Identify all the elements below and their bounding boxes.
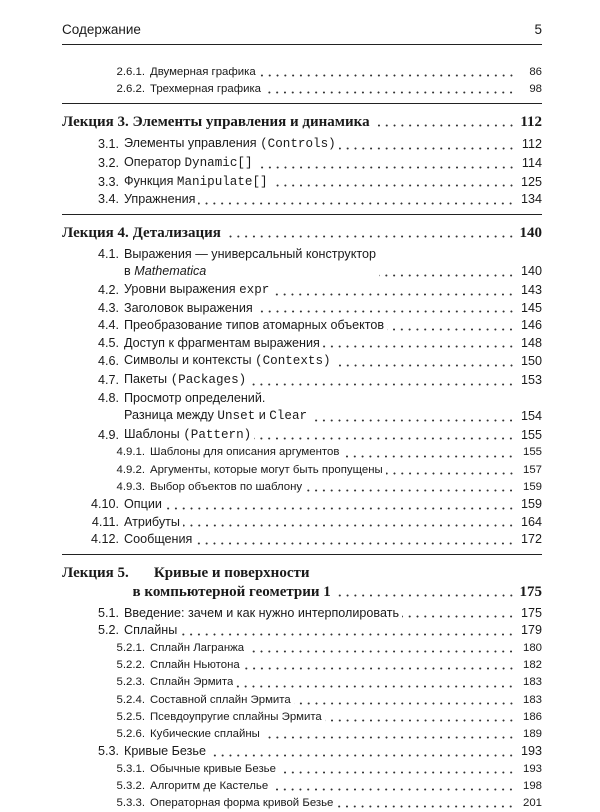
dot-leader [279,771,515,774]
entry-title: Шаблоны для описания аргументов [150,446,340,459]
entry-number: 5.2.6. [116,727,145,740]
dot-leader [243,667,515,670]
dot-leader [256,310,515,313]
dot-leader [323,345,515,348]
dot-leader [165,507,515,510]
dot-leader [373,124,515,127]
entry-page: 140 [520,264,542,279]
entry-title: Сплайны [124,623,178,638]
dot-leader [224,235,515,238]
entry-number: 4.10. [90,496,119,511]
entry-title: Аргументы, которые могут быть пропущены [150,463,383,476]
entry-page: 157 [522,463,542,476]
entry-title: Просмотр определений. Разница между Unset и Clear [124,390,308,424]
lecture-title: Детализация [132,224,221,241]
lecture-4-heading[interactable] [62,224,542,243]
toc-entry[interactable] [62,390,542,426]
toc-subentry[interactable] [62,692,542,709]
entry-page: 143 [520,282,542,297]
toc-subentry[interactable] [62,778,542,795]
lecture-page: 175 [519,583,542,600]
entry-page: 112 [521,137,542,152]
entry-title: Функция Manipulate[] [124,173,268,189]
entry-page: 182 [522,659,542,672]
lecture-label: Лекция 3. [62,114,129,131]
entry-title: Пакеты (Packages) [124,371,247,387]
entry-page: 146 [520,318,542,333]
entry-title: Доступ к фрагментам выражения [124,335,320,350]
dot-leader [249,383,515,386]
dot-leader [209,754,515,757]
toc-entry[interactable] [62,622,542,640]
entry-page: 198 [522,779,542,792]
dot-leader [379,274,515,277]
entry-page: 175 [520,605,542,620]
entry-number: 5.2.4. [116,693,145,706]
entry-number: 4.9. [97,427,119,442]
entry-page: 183 [522,693,542,706]
entry-page: 159 [520,496,542,511]
toc-entry[interactable] [62,317,542,335]
section-rule [62,103,542,105]
entry-page: 114 [521,156,542,170]
entry-number: 5.2. [97,623,119,638]
entry-number: 5.2.3. [116,676,145,689]
entry-page: 86 [529,66,542,78]
entry-page: 179 [520,623,542,638]
entry-title: Алгоритм де Кастелье [150,779,269,792]
toc-subentry[interactable] [62,761,542,778]
toc-entry[interactable] [62,531,542,549]
entry-page: 159 [522,480,542,493]
entry-number: 4.1. [97,246,119,261]
entry-page: 134 [520,192,542,207]
entry-number: 5.3. [97,744,119,759]
dot-leader [259,74,515,77]
toc-subentry[interactable] [62,640,542,657]
entry-page: 145 [520,300,542,315]
dot-leader [310,419,515,422]
entry-number: 4.7. [97,372,119,387]
dot-leader [272,293,515,296]
entry-page: 153 [520,372,542,387]
entry-title: Шаблоны (Pattern) [124,426,252,442]
dot-leader [254,437,515,440]
dot-leader [294,702,515,705]
entry-title: Выражения — универсальный конструктор в Mathematica [124,246,377,279]
entry-number: 4.3. [97,300,119,315]
entry-title: Оператор Dynamic[] [124,155,253,170]
dot-leader [271,184,515,187]
entry-title: Трехмерная графика [150,83,262,96]
toc-entry[interactable] [62,496,542,514]
toc-entry[interactable] [62,514,542,532]
entry-page: 183 [522,676,542,689]
entry-number: 4.11. [91,514,119,529]
toc-entry[interactable] [62,154,542,173]
entry-number: 4.12. [90,532,119,547]
entry-title: Атрибуты [124,514,180,529]
entry-page: 125 [520,174,542,189]
entry-title: Кривые Безье [124,744,206,759]
lecture-5-heading[interactable] [62,564,542,602]
dot-leader [325,719,515,722]
entry-number: 5.2.2. [116,659,145,672]
entry-title: Составной сплайн Эрмита [150,693,291,706]
entry-number: 5.2.5. [116,710,145,723]
toc-subentry[interactable] [62,674,542,691]
table-of-contents [62,64,542,812]
dot-leader [387,328,515,331]
entry-number: 5.3.3. [116,797,145,810]
entry-number: 4.5. [97,335,119,350]
entry-number: 5.1. [97,605,119,620]
entry-page: 201 [522,797,542,810]
toc-entry[interactable] [62,281,542,300]
dot-leader [263,736,515,739]
dot-leader [256,166,515,169]
toc-entry[interactable] [62,173,542,192]
dot-leader [334,364,515,367]
entry-page: 193 [522,762,542,775]
lecture-title: Кривые и поверхности в компьютерной геометрии 1 [132,564,331,600]
entry-title: Уровни выражения expr [124,281,270,297]
toc-entry[interactable] [62,743,542,761]
dot-leader [342,455,515,458]
lecture-3-heading[interactable] [62,113,542,132]
toc-entry[interactable] [62,191,542,209]
dot-leader [195,542,515,545]
toc-entry[interactable] [62,300,542,318]
entry-title: Выбор объектов по шаблону [150,480,303,493]
lecture-label: Лекция 5. [62,564,129,581]
section-rule [62,554,542,556]
toc-subentry[interactable] [62,444,542,461]
entry-title: Сплайн Лагранжа [150,641,245,654]
entry-page: 186 [522,710,542,723]
entry-title: Сплайн Эрмита [150,676,234,689]
toc-subentry[interactable] [62,462,542,479]
entry-title: Сплайн Ньютона [150,659,240,672]
entry-title: Преобразование типов атомарных объектов [124,318,385,333]
entry-number: 4.8. [97,390,119,405]
entry-page: 189 [522,727,542,740]
entry-page: 164 [520,514,542,529]
entry-page: 155 [522,446,542,459]
entry-title: Псевдоупругие сплайны Эрмита [150,710,322,723]
dot-leader [402,615,515,618]
entry-page: 172 [520,532,542,547]
entry-title: Элементы управления (Controls) [124,136,336,152]
toc-subentry[interactable] [62,709,542,726]
entry-title: Двумерная графика [150,66,256,78]
entry-number: 5.3.2. [116,779,145,792]
entry-number: 3.1. [97,137,119,152]
lecture-label: Лекция 4. [62,224,129,241]
entry-title: Опции [124,496,162,511]
entry-number: 4.9.1. [116,446,145,459]
dot-leader [264,91,515,94]
lecture-page: 140 [519,224,542,241]
toc-entry[interactable] [62,605,542,623]
dot-leader [198,202,515,205]
entry-number: 4.4. [97,318,119,333]
section-rule [62,214,542,216]
entry-number: 4.2. [97,282,119,297]
toc-entry[interactable] [62,246,542,281]
entry-page: 154 [520,409,542,424]
toc-subentry[interactable] [62,795,542,812]
toc-entry[interactable] [62,426,542,445]
entry-number: 5.3.1. [116,762,145,775]
entry-page: 150 [520,354,542,369]
entry-page: 98 [529,83,542,96]
entry-title: Символы и контексты (Contexts) [124,353,331,369]
dot-leader [271,788,515,791]
entry-title: Кубические сплайны [150,727,260,740]
dot-leader [183,524,515,527]
dot-leader [180,633,515,636]
toc-subentry[interactable] [62,479,542,496]
dot-leader [247,650,515,653]
lecture-title: Элементы управления и динамика [132,114,370,131]
entry-number: 5.2.1. [116,641,145,654]
entry-title: Операторная форма кривой Безье [150,797,334,810]
toc-subentry[interactable] [62,726,542,743]
entry-number: 3.3. [97,174,119,189]
entry-title: Обычные кривые Безье [150,762,276,775]
toc-subentry[interactable] [62,657,542,674]
entry-title: Сообщения [124,532,193,547]
toc-entry[interactable] [62,352,542,371]
header-page-number: 5 [534,22,542,37]
entry-title: Упражнения [124,192,196,207]
entry-page: 193 [520,744,542,759]
entry-number: 2.6.2. [116,83,145,96]
dot-leader [386,472,515,475]
entry-page: 180 [522,641,542,654]
dot-leader [236,685,515,688]
entry-number: 3.4. [97,192,119,207]
header-rule [62,44,542,45]
entry-number: 4.9.2. [116,463,145,476]
toc-entry[interactable] [62,64,542,81]
entry-page: 148 [520,335,542,350]
entry-title: Заголовок выражения [124,300,253,315]
header-title: Содержание [62,22,141,37]
dot-leader [305,489,515,492]
entry-title: Введение: зачем и как нужно интерполировать [124,605,400,620]
entry-page: 155 [520,427,542,442]
toc-entry[interactable] [62,371,542,390]
toc-entry[interactable] [62,81,542,98]
entry-number: 4.9.3. [116,480,145,493]
toc-entry[interactable] [62,335,542,353]
entry-number: 4.6. [97,354,119,369]
dot-leader [336,805,515,808]
dot-leader [339,147,515,150]
running-header [62,22,542,42]
dot-leader [334,594,515,597]
lecture-page: 112 [520,114,542,131]
entry-number: 2.6.1. [116,66,145,78]
entry-number: 3.2. [97,156,119,170]
toc-entry[interactable] [62,135,542,154]
